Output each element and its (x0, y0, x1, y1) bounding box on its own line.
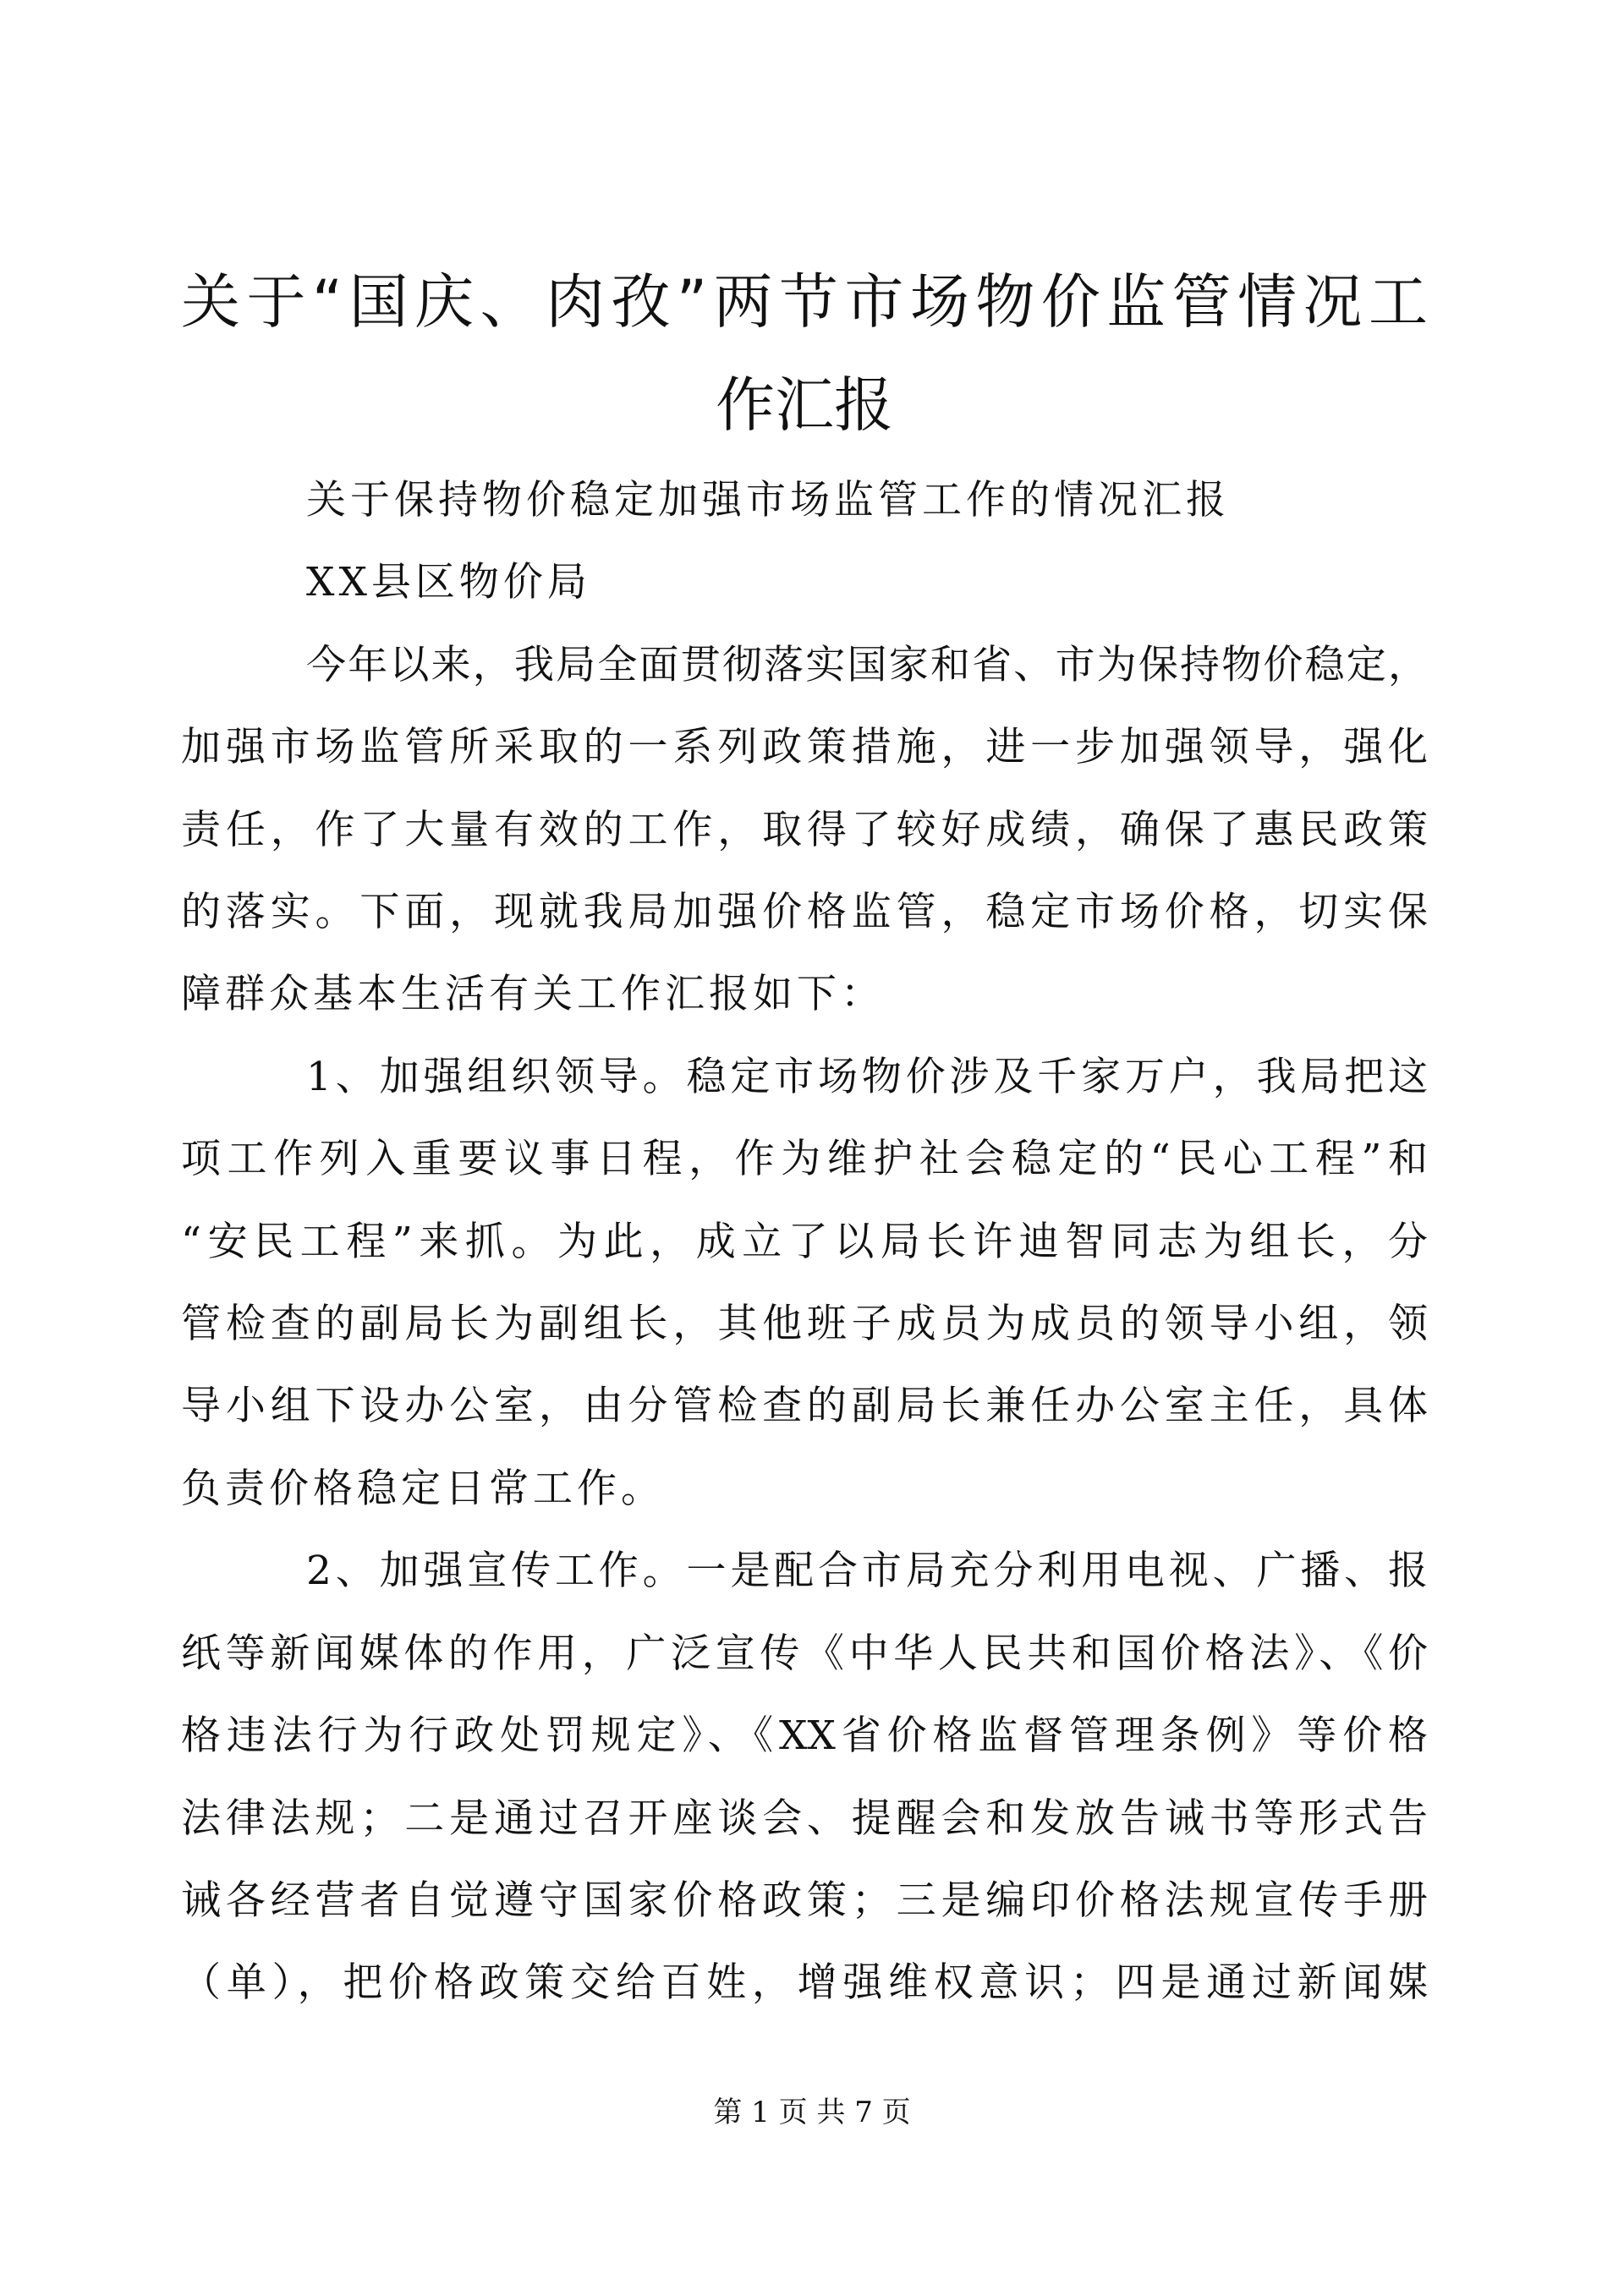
paragraph-line: 加强市场监管所采取的一系列政策措施，进一步加强领导，强化 (181, 724, 1428, 771)
paragraph-line: （单），把价格政策交给百姓，增强维权意识；四是通过新闻媒 (181, 1959, 1428, 2007)
paragraph-3 (181, 1530, 1428, 2024)
document-title (181, 250, 1428, 457)
paragraph-line: 今年以来，我局全面贯彻落实国家和省、市为保持物价稳定， (306, 641, 1428, 688)
paragraph-line: 管检查的副局长为副组长，其他班子成员为成员的领导小组，领 (181, 1301, 1428, 1348)
paragraph-line: “安民工程”来抓。为此，成立了以局长许迪智同志为组长，分 (181, 1218, 1428, 1265)
title-line-1: 关于“国庆、肉孜”两节市场物价监管情况工 (181, 267, 1428, 337)
paragraph-2 (181, 1036, 1428, 1530)
title-line-2: 作汇报 (716, 370, 893, 440)
paragraph-line: 2、加强宣传工作。一是配合市局充分利用电视、广播、报 (306, 1548, 1428, 1595)
paragraph-line: 1、加强组织领导。稳定市场物价涉及千家万户，我局把这 (306, 1053, 1428, 1100)
paragraph-line: 障群众基本生活有关工作汇报如下： (181, 971, 885, 1018)
author: XX县区物价局 (306, 559, 591, 606)
page-number-footer: 第 1 页 共 7 页 (713, 2096, 911, 2129)
paragraph-line: 责任，作了大量有效的工作，取得了较好成绩，确保了惠民政策 (181, 806, 1428, 853)
paragraph-line: 项工作列入重要议事日程，作为维护社会稳定的“民心工程”和 (181, 1136, 1428, 1183)
paragraph-line: 负责价格稳定日常工作。 (181, 1465, 665, 1512)
paragraph-line: 法律法规；二是通过召开座谈会、提醒会和发放告诫书等形式告 (181, 1795, 1428, 1842)
paragraph-line: 的落实。下面，现就我局加强价格监管，稳定市场价格，切实保 (181, 889, 1428, 936)
paragraph-line: 诫各经营者自觉遵守国家价格政策；三是编印价格法规宣传手册 (181, 1877, 1428, 1924)
paragraph-line: 导小组下设办公室，由分管检查的副局长兼任办公室主任，具体 (181, 1383, 1428, 1430)
paragraph-line: 格违法行为行政处罚规定》、《XX省价格监督管理条例》等价格 (181, 1712, 1428, 1760)
subtitle: 关于保持物价稳定加强市场监管工作的情况汇报 (306, 477, 1230, 523)
paragraph-line: 纸等新闻媒体的作用，广泛宣传《中华人民共和国价格法》、《价 (181, 1630, 1428, 1677)
document-body (181, 459, 1428, 2025)
paragraph-1 (181, 624, 1428, 1036)
